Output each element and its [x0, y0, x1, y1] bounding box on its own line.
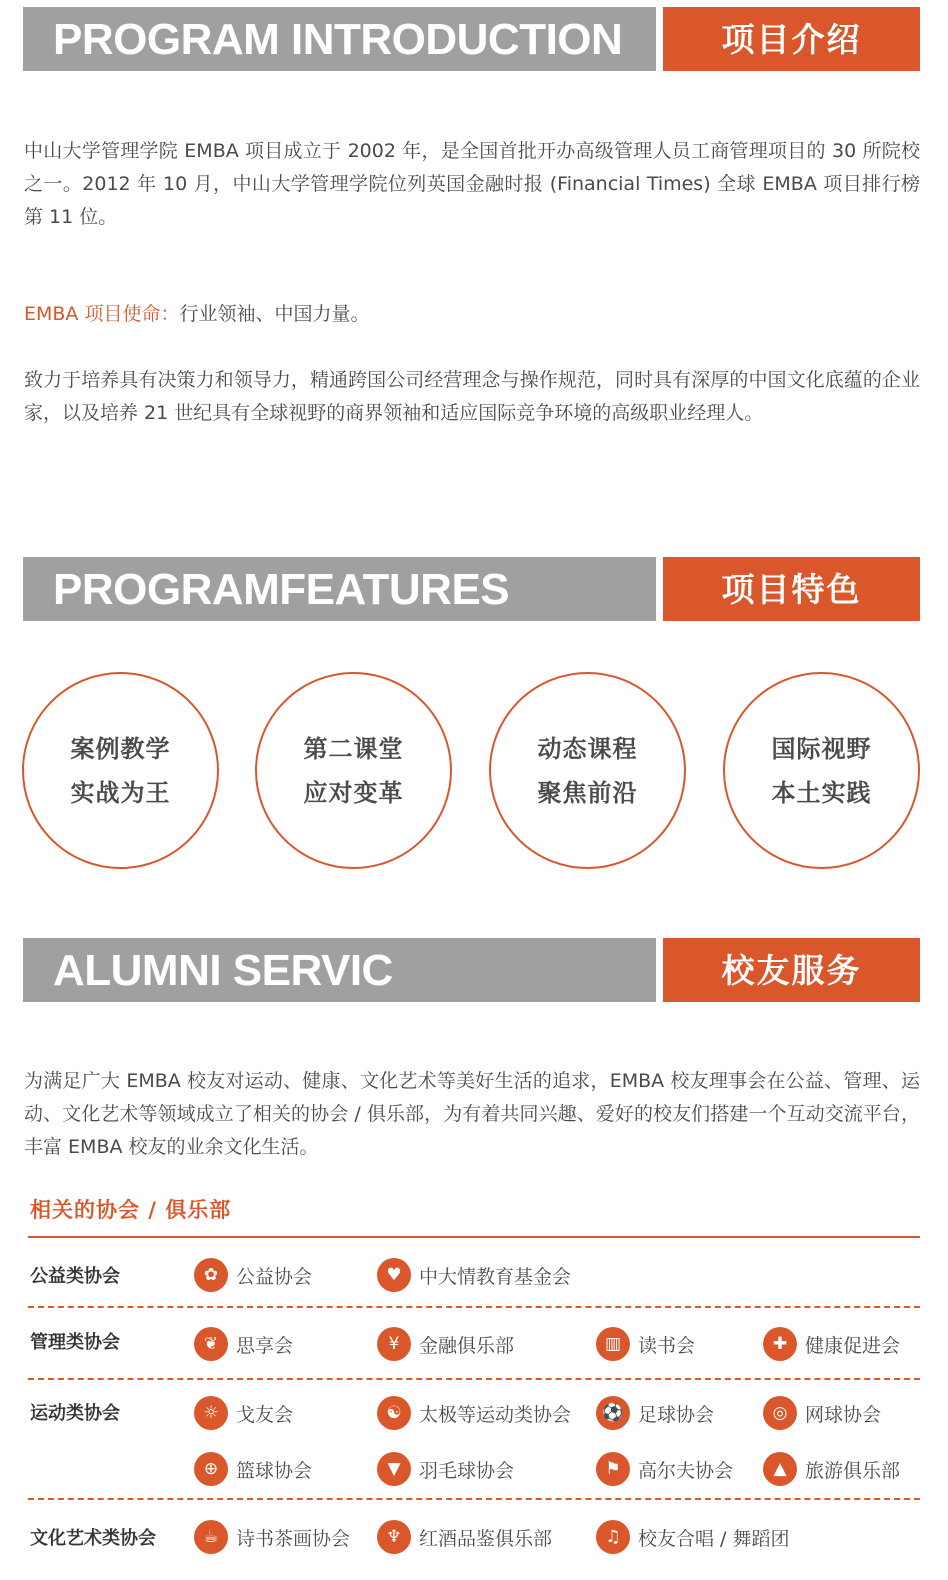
mountain-icon: ▲: [763, 1452, 797, 1486]
leaf-icon: ❦: [194, 1327, 228, 1361]
club-label: 读书会: [638, 1334, 696, 1357]
club-item: [377, 1256, 571, 1294]
club-label: 高尔夫协会: [638, 1459, 734, 1482]
feature-line: 本土实践: [771, 778, 872, 807]
feature-circle: [723, 672, 920, 869]
club-label: 戈友会: [236, 1403, 294, 1426]
golf-icon: ⚑: [596, 1452, 630, 1486]
club-label: 篮球协会: [236, 1459, 313, 1482]
divider: [28, 1498, 920, 1500]
tea-cup-icon: ☕: [194, 1520, 228, 1554]
club-item: [596, 1450, 733, 1488]
club-label: 健康促进会: [805, 1334, 901, 1357]
club-item: [596, 1394, 714, 1432]
section-title-zh: 项目介绍: [663, 7, 920, 71]
club-item: [763, 1325, 900, 1363]
music-icon: ♫: [596, 1520, 630, 1554]
feature-circle: [489, 672, 686, 869]
section-title-zh: 校友服务: [663, 938, 920, 1002]
club-label: 旅游俱乐部: [805, 1459, 901, 1482]
section-title-en: PROGRAM INTRODUCTION: [23, 7, 656, 71]
club-label: 校友合唱 / 舞蹈团: [638, 1527, 790, 1550]
category-label: 管理类协会: [30, 1332, 120, 1353]
intro-paragraph: 中山大学管理学院 EMBA 项目成立于 2002 年，是全国首批开办高级管理人员工商管理项目的 30 所院校之一。2012 年 10 月，中山大学管理学院位列英国金融时报 (Financial Times) 全球 EMBA 项目排行榜第 11 位。: [24, 140, 920, 228]
club-label: 红酒品鉴俱乐部: [419, 1527, 553, 1550]
wine-glass-icon: ♆: [377, 1520, 411, 1554]
club-label: 足球协会: [638, 1403, 715, 1426]
feature-line: 应对变革: [303, 778, 404, 807]
club-item: [377, 1450, 514, 1488]
feature-line: 聚焦前沿: [537, 778, 638, 807]
feature-line: 第二课堂: [303, 734, 404, 763]
feature-circle: [255, 672, 452, 869]
section-header-intro: [23, 7, 920, 71]
flower-icon: ✿: [194, 1258, 228, 1292]
section-title-zh: 项目特色: [663, 557, 920, 621]
club-label: 诗书茶画协会: [236, 1527, 351, 1550]
club-item: [377, 1518, 552, 1556]
club-item: [763, 1450, 900, 1488]
feature-line: 实战为王: [70, 778, 171, 807]
shuttlecock-icon: ▼: [377, 1452, 411, 1486]
club-item: [596, 1518, 789, 1556]
feature-line: 国际视野: [771, 734, 872, 763]
section-header-alumni: [23, 938, 920, 1002]
mission-text: 行业领袖、中国力量。: [179, 303, 370, 325]
club-item: [194, 1256, 312, 1294]
soccer-ball-icon: ⚽: [596, 1396, 630, 1430]
divider: [28, 1378, 920, 1380]
mission-paragraph: 致力于培养具有决策力和领导力，精通跨国公司经营理念与操作规范，同时具有深厚的中国文化底蕴的企业家，以及培养 21 世纪具有全球视野的商界领袖和适应国际竞争环境的高级职业经理人。: [24, 369, 920, 424]
feature-line: 案例教学: [70, 734, 171, 763]
gobi-icon: ☼: [194, 1396, 228, 1430]
section-title-en: ALUMNI SERVIC: [23, 938, 656, 1002]
feature-circle: [22, 672, 219, 869]
alumni-paragraph: 为满足广大 EMBA 校友对运动、健康、文化艺术等美好生活的追求，EMBA 校友理事会在公益、管理、运动、文化艺术等领域成立了相关的协会 / 俱乐部，为有着共同兴趣、爱好的校友们搭建一个互动交流平台，丰富 EMBA 校友的业余文化生活。: [24, 1070, 920, 1158]
club-label: 网球协会: [805, 1403, 882, 1426]
club-item: [377, 1394, 571, 1432]
basketball-icon: ⊕: [194, 1452, 228, 1486]
club-label: 金融俱乐部: [419, 1334, 515, 1357]
mission-label: EMBA 项目使命：: [24, 303, 180, 325]
club-item: [377, 1325, 514, 1363]
club-label: 思享会: [236, 1334, 294, 1357]
tennis-ball-icon: ◎: [763, 1396, 797, 1430]
medical-cross-icon: ✚: [763, 1327, 797, 1361]
category-label: 公益类协会: [30, 1266, 120, 1287]
club-item: [194, 1394, 293, 1432]
money-bag-icon: ¥: [377, 1327, 411, 1361]
club-label: 太极等运动类协会: [419, 1403, 572, 1426]
club-item: [596, 1325, 695, 1363]
category-label: 运动类协会: [30, 1403, 120, 1424]
club-label: 公益协会: [236, 1265, 313, 1288]
related-clubs-title: 相关的协会 / 俱乐部: [30, 1198, 232, 1222]
club-item: [194, 1518, 350, 1556]
club-item: [194, 1450, 312, 1488]
section-header-features: [23, 557, 920, 621]
heart-icon: ♥: [377, 1258, 411, 1292]
divider: [28, 1236, 920, 1238]
mission-line: [24, 298, 920, 331]
section-title-en: PROGRAMFEATURES: [23, 557, 656, 621]
divider: [28, 1306, 920, 1308]
club-label: 中大情教育基金会: [419, 1265, 572, 1288]
club-item: [194, 1325, 293, 1363]
yin-yang-icon: ☯: [377, 1396, 411, 1430]
category-label: 文化艺术类协会: [30, 1528, 156, 1549]
book-icon: ▥: [596, 1327, 630, 1361]
club-item: [763, 1394, 881, 1432]
club-label: 羽毛球协会: [419, 1459, 515, 1482]
feature-line: 动态课程: [537, 734, 638, 763]
